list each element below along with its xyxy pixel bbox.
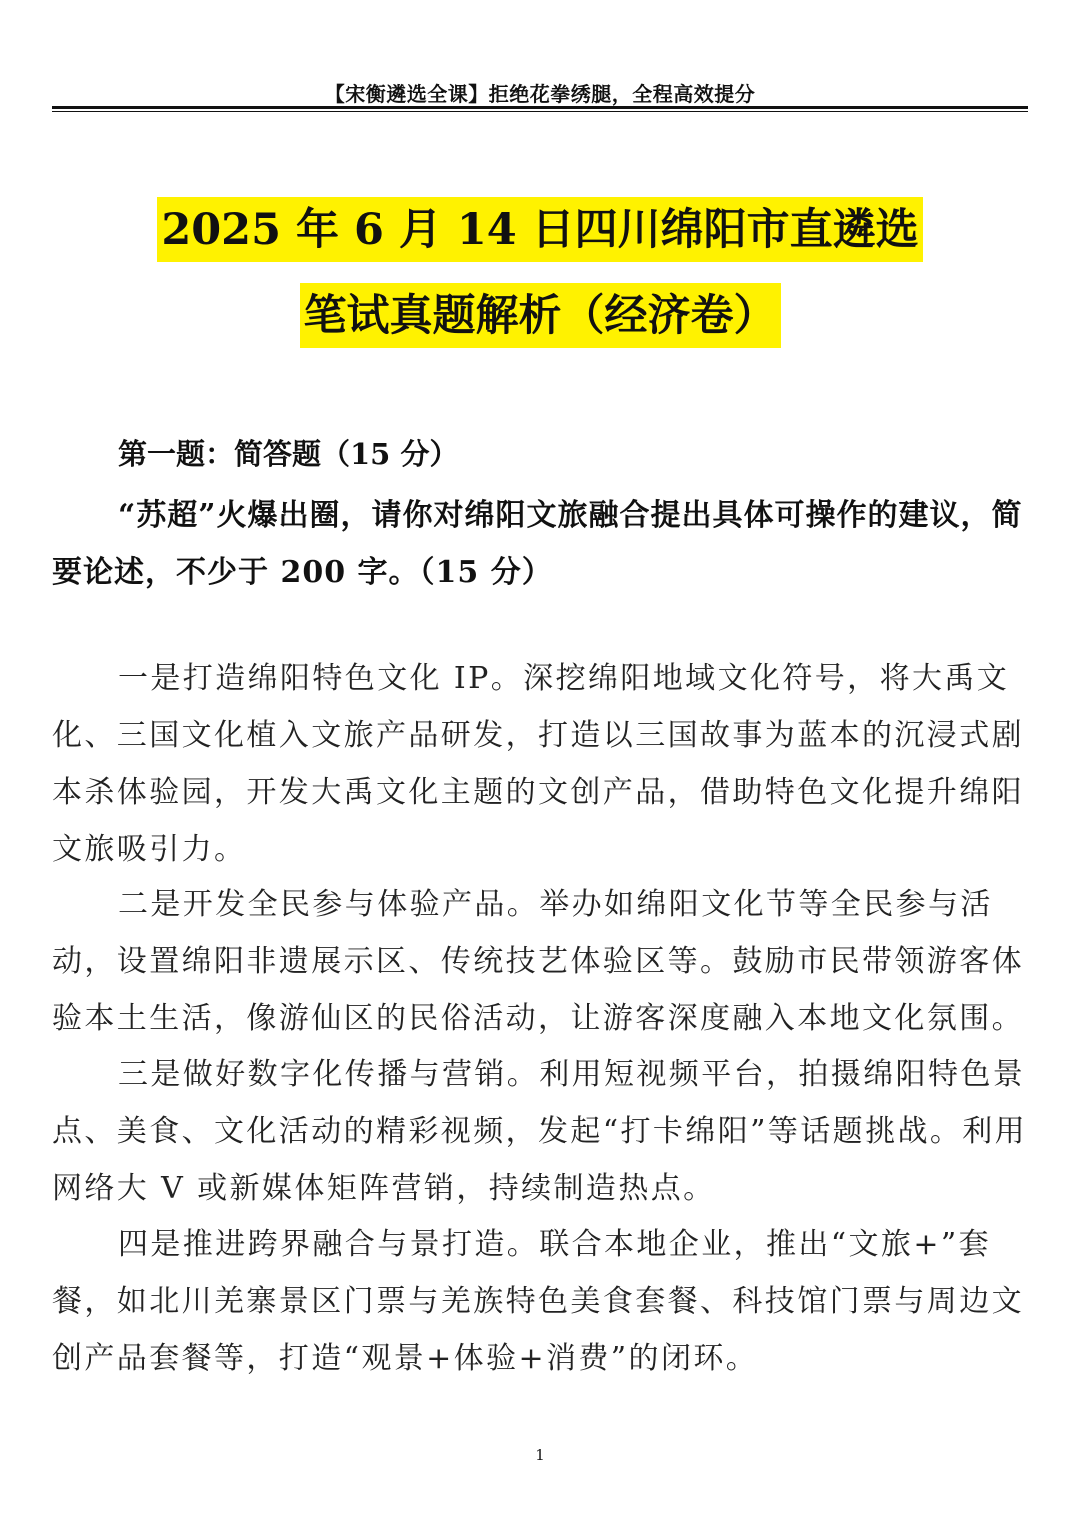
- answer-paragraph: 二是开发全民参与体验产品。举办如绵阳文化节等全民参与活动，设置绵阳非遗展示区、传统技艺体验区等。鼓励市民带领游客体验本土生活，像游仙区的民俗活动，让游客深度融入本地文化氛围。: [52, 887, 1024, 1036]
- answer-paragraph: 一是打造绵阳特色文化 IP。深挖绵阳地域文化符号，将大禹文化、三国文化植入文旅产品研发，打造以三国故事为蓝本的沉浸式剧本杀体验园，开发大禹文化主题的文创产品，借助特色文化提升绵阳文旅吸引力。: [52, 661, 1024, 867]
- answer-paragraph: 三是做好数字化传播与营销。利用短视频平台，拍摄绵阳特色景点、美食、文化活动的精彩视频，发起“打卡绵阳”等话题挑战。利用网络大 V 或新媒体矩阵营销，持续制造热点。: [52, 1057, 1028, 1206]
- title-line-1-highlight: 2025 年 6 月 14 日四川绵阳市直遴选: [157, 197, 922, 262]
- document-title-line-2: [0, 283, 1080, 348]
- running-header: 【宋衡遴选全课】拒绝花拳绣腿，全程高效提分: [324, 82, 756, 106]
- title-line-2-highlight: 笔试真题解析（经济卷）: [300, 283, 781, 348]
- header-rule-thin: [52, 111, 1028, 112]
- answer-paragraph: 四是推进跨界融合与景打造。联合本地企业，推出“文旅+”套餐，如北川羌寨景区门票与羌族特色美食套餐、科技馆门票与周边文创产品套餐等，打造“观景+体验+消费”的闭环。: [52, 1227, 1024, 1376]
- header-rule-thick: [52, 106, 1028, 109]
- question-heading: 第一题：简答题（15 分）: [118, 437, 459, 471]
- document-title-line-1: [0, 197, 1080, 262]
- page-number: 1: [535, 1446, 545, 1464]
- question-body: “苏超”火爆出圈，请你对绵阳文旅融合提出具体可操作的建议，简要论述，不少于 200 字。（15 分）: [52, 498, 1023, 590]
